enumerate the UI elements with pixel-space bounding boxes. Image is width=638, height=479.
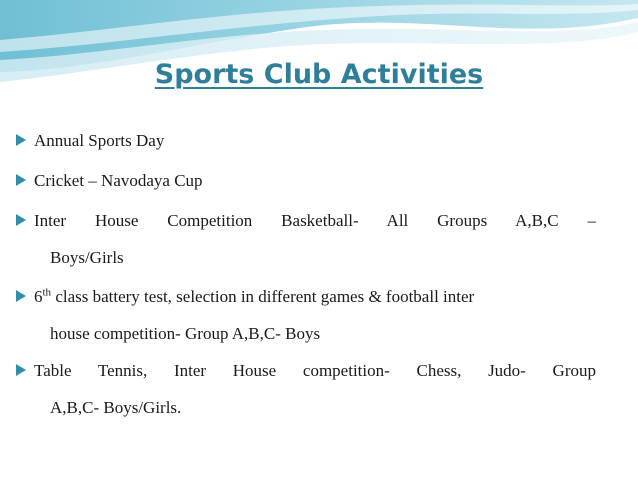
ordinal-suffix: th: [42, 286, 52, 299]
bullet-text: Annual Sports Day: [34, 131, 165, 150]
bullet-text: class battery test, selection in different games & football inter: [51, 287, 475, 306]
bullet-item-inter-house-basketball: [34, 202, 596, 276]
class-number: 6: [34, 287, 43, 306]
right-triangle-arrow-icon: [16, 364, 26, 376]
bullet-text-line-2: Boys/Girls: [50, 248, 124, 267]
bullet-text-line-1: [34, 278, 596, 315]
right-triangle-arrow-icon: [16, 174, 26, 186]
bullet-item-annual-sports-day: [34, 122, 596, 159]
bullet-item-table-tennis: [34, 352, 596, 426]
bullet-text: Cricket – Navodaya Cup: [34, 171, 203, 190]
bullet-text-line-2: house competition- Group A,B,C- Boys: [50, 324, 321, 343]
bullet-text-line-1: Inter House Competition Basketball- All Groups A,B,C –: [34, 211, 596, 230]
slide-title: Sports Club Activities: [154, 59, 484, 90]
bullet-item-battery-test: [34, 278, 596, 352]
right-triangle-arrow-icon: [16, 214, 26, 226]
bullet-text-line-1: Table Tennis, Inter House competition- Chess, Judo- Group: [34, 361, 596, 380]
bullet-text-line-2: A,B,C- Boys/Girls.: [50, 398, 182, 417]
bullet-item-cricket: [34, 162, 596, 199]
right-triangle-arrow-icon: [16, 134, 26, 146]
right-triangle-arrow-icon: [16, 290, 26, 302]
